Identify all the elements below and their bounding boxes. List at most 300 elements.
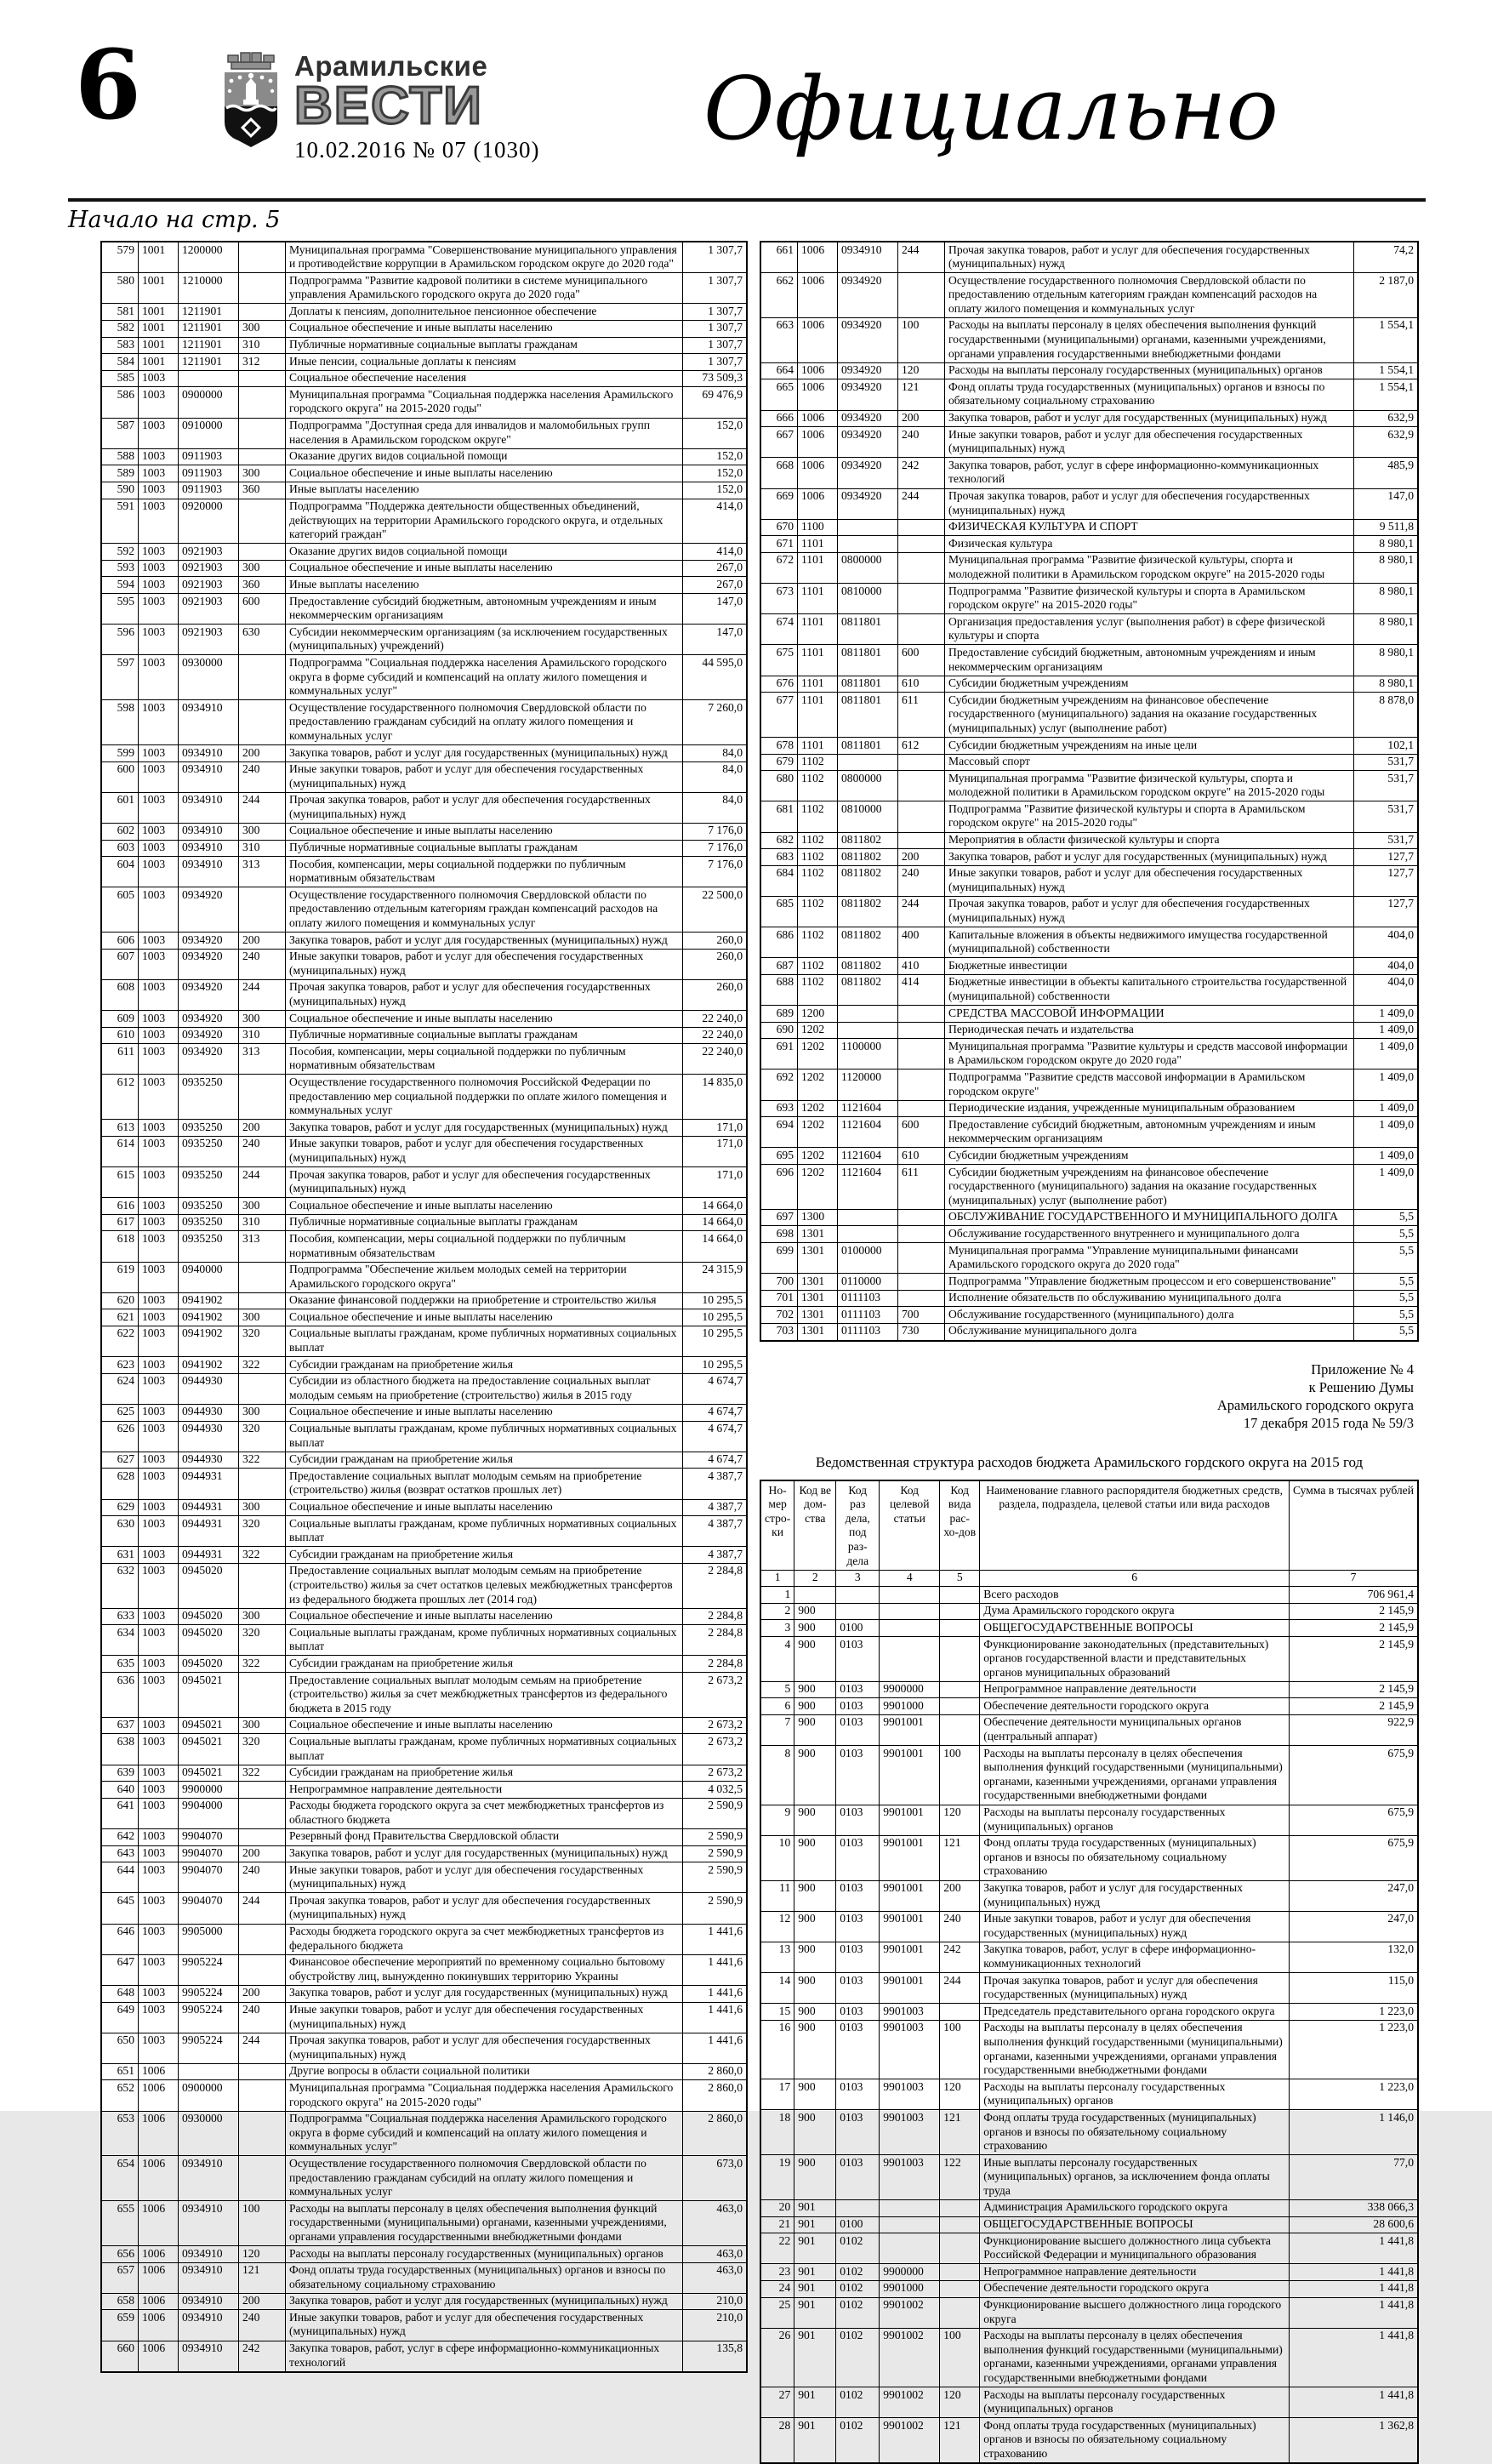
section-code-cell: 1102: [798, 974, 838, 1005]
target-article-code-cell: 0934920: [179, 1027, 239, 1044]
line-number-cell: 615: [101, 1167, 139, 1198]
table-row: [760, 2020, 1418, 2079]
line-number-cell: 682: [760, 832, 798, 849]
section-code-cell: 1003: [139, 1656, 179, 1673]
expense-type-code-cell: [239, 1924, 286, 1954]
section-code-cell: 1003: [139, 1262, 179, 1292]
target-article-code-cell: 1121604: [838, 1148, 898, 1165]
section-code-cell: 1202: [798, 1039, 838, 1069]
amount-cell: 8 980,1: [1354, 536, 1419, 553]
table-row: [760, 676, 1418, 693]
section-code-cell: 1301: [798, 1274, 838, 1291]
line-number-cell: 702: [760, 1307, 798, 1324]
section-code-cell: 1003: [139, 1798, 179, 1828]
amount-cell: 414,0: [683, 544, 748, 561]
amount-cell: 4 387,7: [683, 1499, 748, 1516]
name-cell: Социальные выплаты гражданам, кроме публичных нормативных социальных выплат: [286, 1625, 683, 1656]
expense-type-code-cell: 121: [940, 2110, 980, 2155]
name-cell: Подпрограмма "Социальная поддержка населения Арамильского городского округа в форме субсидий и компенсаций на оплату жилого помещения и коммунальных услуг": [286, 2111, 683, 2156]
line-number-cell: 14: [760, 1973, 794, 2004]
expense-type-code-cell: [898, 1226, 945, 1243]
target-article-code-cell: 9900000: [179, 1782, 239, 1799]
section-code-cell: 1003: [139, 482, 179, 499]
target-article-code-cell: 9904000: [179, 1798, 239, 1828]
amount-cell: 1 307,7: [683, 242, 748, 273]
amount-cell: 4 387,7: [683, 1516, 748, 1547]
amount-cell: 4 674,7: [683, 1452, 748, 1469]
expense-type-code-cell: [940, 1620, 980, 1637]
name-cell: Субсидии гражданам на приобретение жилья: [286, 1357, 683, 1374]
amount-cell: 2 673,2: [683, 1717, 748, 1734]
section-code-cell: 1200: [798, 1006, 838, 1023]
amount-cell: 4 674,7: [683, 1373, 748, 1404]
column-header: Наименование главного распорядителя бюджетных средств, раздела, подраздела, целевой статьи или вида расходов: [980, 1480, 1290, 1571]
table-row: [760, 1117, 1418, 1148]
section-code-cell: 1100: [798, 519, 838, 536]
section-code-cell: 1102: [798, 958, 838, 975]
table-row: [101, 625, 747, 655]
section-code-cell: 1101: [798, 676, 838, 693]
expense-type-code-cell: [898, 1006, 945, 1023]
section-code-cell: 0103: [836, 1973, 880, 2004]
section-code-cell: 1003: [139, 1167, 179, 1198]
expense-type-code-cell: 322: [239, 1357, 286, 1374]
expense-type-code-cell: 400: [898, 927, 945, 958]
section-code-cell: 1003: [139, 1893, 179, 1924]
table-row: [760, 1100, 1418, 1117]
amount-cell: 5,5: [1354, 1323, 1419, 1340]
target-article-code-cell: 9905000: [179, 1924, 239, 1954]
target-article-code-cell: 0934920: [179, 887, 239, 933]
target-article-code-cell: 0911903: [179, 482, 239, 499]
table-row: [101, 887, 747, 933]
section-code-cell: 1003: [139, 418, 179, 448]
name-cell: ОБСЛУЖИВАНИЕ ГОСУДАРСТВЕННОГО И МУНИЦИПАЛЬНОГО ДОЛГА: [945, 1209, 1354, 1226]
line-number-cell: 686: [760, 927, 798, 958]
target-article-code-cell: 0934910: [179, 761, 239, 792]
table-row: [760, 584, 1418, 614]
table-row: [101, 1765, 747, 1782]
vedomstv-table-title: Ведомственная структура расходов бюджета Арамильского гордского округа на 2015 год: [815, 1453, 1364, 1470]
name-cell: Публичные нормативные социальные выплаты гражданам: [286, 1214, 683, 1231]
name-cell: Пособия, компенсации, меры социальной поддержки по публичным нормативным обязательствам: [286, 1231, 683, 1262]
section-code-cell: 1003: [139, 840, 179, 857]
agency-code-cell: 901: [794, 2328, 836, 2387]
target-article-code-cell: 0900000: [179, 387, 239, 418]
agency-code-cell: 900: [794, 1942, 836, 1972]
target-article-code-cell: 1210000: [179, 273, 239, 304]
name-cell: Фонд оплаты труда государственных (муниципальных) органов и взносы по обязательному социальному страхованию: [945, 379, 1354, 410]
agency-code-cell: 901: [794, 2387, 836, 2418]
line-number-cell: 676: [760, 676, 798, 693]
section-code-cell: 1006: [139, 2262, 179, 2293]
section-code-cell: 1003: [139, 1120, 179, 1137]
line-number-cell: 632: [101, 1563, 139, 1608]
name-cell: Иные выплаты населению: [286, 482, 683, 499]
amount-cell: 10 295,5: [683, 1357, 748, 1374]
name-cell: Социальное обеспечение и иные выплаты населению: [286, 1198, 683, 1215]
table-row: [101, 544, 747, 561]
section-code-cell: 1003: [139, 1765, 179, 1782]
expense-type-code-cell: 322: [239, 1656, 286, 1673]
appendix-line: Арамильского городского округа: [1216, 1396, 1414, 1413]
line-number-cell: 5: [760, 1681, 794, 1698]
name-cell: Публичные нормативные социальные выплаты гражданам: [286, 1027, 683, 1044]
section-code-cell: 1101: [798, 552, 838, 583]
table-row: [760, 801, 1418, 832]
line-number-cell: 8: [760, 1746, 794, 1805]
column-number-cell: 6: [980, 1570, 1290, 1587]
name-cell: Субсидии бюджетным учреждениям на финансовое обеспечение государственного (муниципального) задания на оказание государственных (муниципальных) услуг (выполнение работ): [945, 693, 1354, 738]
expense-type-code-cell: 121: [898, 379, 945, 410]
table-row: [101, 1845, 747, 1862]
agency-code-cell: 901: [794, 2233, 836, 2264]
agency-code-cell: 900: [794, 1911, 836, 1942]
amount-cell: 152,0: [683, 418, 748, 448]
section-code-cell: 0102: [836, 2387, 880, 2418]
line-number-cell: 646: [101, 1924, 139, 1954]
section-code-cell: 1001: [139, 337, 179, 354]
line-number-cell: 650: [101, 2033, 139, 2063]
amount-cell: 22 240,0: [683, 1044, 748, 1075]
name-cell: Социальные выплаты гражданам, кроме публичных нормативных социальных выплат: [286, 1516, 683, 1547]
brand-name: Арамильские: [294, 50, 488, 82]
target-article-code-cell: 0941902: [179, 1292, 239, 1309]
name-cell: Муниципальная программа "Развитие физической культуры, спорта и молодежной политики в Арамильском городском округе" на 2015-2020 годы: [945, 552, 1354, 583]
name-cell: Обеспечение деятельности городского округа: [980, 2280, 1290, 2297]
name-cell: Расходы на выплаты персоналу государственных (муниципальных) органов: [945, 362, 1354, 379]
expense-type-code-cell: [239, 1469, 286, 1499]
table-row: [760, 2216, 1418, 2233]
table-row: [760, 488, 1418, 519]
table-row: [760, 379, 1418, 410]
section-code-cell: 1101: [798, 584, 838, 614]
name-cell: Прочая закупка товаров, работ и услуг для обеспечения государственных (муниципальных) нужд: [945, 242, 1354, 273]
line-number-cell: 596: [101, 625, 139, 655]
line-number-cell: 674: [760, 614, 798, 645]
line-number-cell: 614: [101, 1136, 139, 1166]
section-code-cell: 1003: [139, 465, 179, 482]
amount-cell: 260,0: [683, 979, 748, 1010]
table-row: [760, 2233, 1418, 2264]
expense-type-code-cell: 100: [940, 2328, 980, 2387]
table-row: [760, 273, 1418, 318]
name-cell: Социальное обеспечение и иные выплаты населению: [286, 1608, 683, 1625]
expense-type-code-cell: 300: [239, 1309, 286, 1326]
line-number-cell: 585: [101, 370, 139, 387]
section-code-cell: 0103: [836, 1911, 880, 1942]
line-number-cell: 583: [101, 337, 139, 354]
table-row: [101, 577, 747, 594]
name-cell: Муниципальная программа "Совершенствование муниципального управления и противодействие коррупции в Арамильском городском округе до 2020 года": [286, 242, 683, 273]
column-header: Код ве дом-ства: [794, 1480, 836, 1571]
section-code-cell: 1101: [798, 693, 838, 738]
expense-type-code-cell: 120: [940, 1805, 980, 1835]
name-cell: Социальное обеспечение и иные выплаты населению: [286, 1717, 683, 1734]
expense-type-code-cell: 240: [239, 2310, 286, 2341]
issue-date: 10.02.2016 № 07 (1030): [294, 137, 540, 163]
table-row: [101, 2310, 747, 2341]
line-number-cell: 655: [101, 2201, 139, 2246]
amount-cell: 8 980,1: [1354, 614, 1419, 645]
name-cell: Расходы на выплаты персоналу государственных (муниципальных) органов: [980, 2387, 1290, 2418]
section-code-cell: 1003: [139, 857, 179, 887]
section-code-cell: 0103: [836, 2155, 880, 2200]
table-row: [101, 1120, 747, 1137]
target-article-code-cell: 9901001: [880, 1714, 940, 1745]
table-row: [101, 387, 747, 418]
amount-cell: 1 409,0: [1354, 1039, 1419, 1069]
target-article-code-cell: 0934920: [179, 933, 239, 950]
section-code-cell: 1003: [139, 1075, 179, 1120]
expense-type-code-cell: 360: [239, 482, 286, 499]
target-article-code-cell: 9901001: [880, 1805, 940, 1835]
name-cell: Социальное обеспечение и иные выплаты населению: [286, 1404, 683, 1421]
target-article-code-cell: 0811801: [838, 676, 898, 693]
column-number-row: [760, 1570, 1418, 1587]
name-cell: Фонд оплаты труда государственных (муниципальных) органов и взносы по обязательному социальному страхованию: [980, 1835, 1290, 1880]
name-cell: Социальное обеспечение и иные выплаты населению: [286, 1309, 683, 1326]
amount-cell: 675,9: [1289, 1835, 1418, 1880]
expense-type-code-cell: [898, 832, 945, 849]
line-number-cell: 640: [101, 1782, 139, 1799]
name-cell: Социальные выплаты гражданам, кроме публичных нормативных социальных выплат: [286, 1734, 683, 1765]
section-code-cell: 0102: [836, 2233, 880, 2264]
table-row: [760, 1880, 1418, 1911]
expense-type-code-cell: [898, 1039, 945, 1069]
amount-cell: 152,0: [683, 482, 748, 499]
amount-cell: 115,0: [1289, 1973, 1418, 2004]
expense-type-code-cell: [239, 700, 286, 745]
line-number-cell: 665: [760, 379, 798, 410]
name-cell: Расходы на выплаты персоналу в целях обеспечения выполнения функций государственными (муниципальными) органами, казенными учреждениями, органами управления государственными внебюджетными фондами: [980, 2328, 1290, 2387]
amount-cell: 1 441,6: [683, 2002, 748, 2033]
line-number-cell: 26: [760, 2328, 794, 2387]
expense-type-code-cell: [239, 1782, 286, 1799]
expense-type-code-cell: [940, 2280, 980, 2297]
line-number-cell: 612: [101, 1075, 139, 1120]
table-row: [101, 1469, 747, 1499]
name-cell: Подпрограмма "Управление бюджетным процессом и его совершенствование": [945, 1274, 1354, 1291]
line-number-cell: 677: [760, 693, 798, 738]
name-cell: Закупка товаров, работ и услуг для государственных (муниципальных) нужд: [286, 933, 683, 950]
table-row: [101, 1828, 747, 1845]
table-row: [101, 1862, 747, 1893]
line-number-cell: 582: [101, 320, 139, 337]
amount-cell: 267,0: [683, 577, 748, 594]
table-header-row: [760, 1480, 1418, 1571]
expense-type-code-cell: [898, 536, 945, 553]
line-number-cell: 27: [760, 2387, 794, 2418]
table-row: [101, 1027, 747, 1044]
amount-cell: 2 590,9: [683, 1798, 748, 1828]
section-code-cell: 1301: [798, 1226, 838, 1243]
name-cell: Предоставление субсидий бюджетным, автономным учреждениям и иным некоммерческим организациям: [945, 645, 1354, 676]
name-cell: Подпрограмма "Социальная поддержка населения Арамильского городского округа в форме субсидий и компенсаций на оплату жилого помещения и коммунальных услуг": [286, 655, 683, 700]
target-article-code-cell: 9904070: [179, 1862, 239, 1893]
brand-text: [294, 52, 540, 163]
line-number-cell: 1: [760, 1587, 794, 1604]
amount-cell: 2 145,9: [1289, 1603, 1418, 1620]
target-article-code-cell: [838, 536, 898, 553]
line-number-cell: 680: [760, 771, 798, 801]
name-cell: Иные закупки товаров, работ и услуг для обеспечения государственных (муниципальных) нужд: [286, 2002, 683, 2033]
line-number-cell: 17: [760, 2079, 794, 2110]
section-code-cell: 1003: [139, 577, 179, 594]
section-code-cell: 1003: [139, 1357, 179, 1374]
expense-type-code-cell: [239, 2111, 286, 2156]
expense-type-code-cell: [898, 584, 945, 614]
target-article-code-cell: 0934910: [179, 2246, 239, 2263]
target-article-code-cell: 9901002: [880, 2387, 940, 2418]
section-code-cell: 1003: [139, 2033, 179, 2063]
name-cell: Расходы бюджета городского округа за счет межбюджетных трансфертов из федерального бюджета: [286, 1924, 683, 1954]
target-article-code-cell: 0940000: [179, 1262, 239, 1292]
table-row: [760, 458, 1418, 488]
section-code-cell: 1003: [139, 1404, 179, 1421]
section-code-cell: 1003: [139, 933, 179, 950]
section-code-cell: 1202: [798, 1022, 838, 1039]
target-article-code-cell: 9901001: [880, 1973, 940, 2004]
amount-cell: 171,0: [683, 1136, 748, 1166]
table-row: [760, 1587, 1418, 1604]
target-article-code-cell: 0934920: [838, 410, 898, 427]
table-row: [101, 1309, 747, 1326]
name-cell: Прочая закупка товаров, работ и услуг для обеспечения государственных (муниципальных) нужд: [980, 1973, 1290, 2004]
name-cell: Закупка товаров, работ и услуг для государственных (муниципальных) нужд: [286, 1985, 683, 2002]
name-cell: Иные закупки товаров, работ и услуг для обеспечения государственных (муниципальных) нужд: [286, 1862, 683, 1893]
table-row: [760, 1603, 1418, 1620]
amount-cell: 1 441,8: [1289, 2233, 1418, 2264]
expense-type-code-cell: 200: [239, 2293, 286, 2310]
line-number-cell: 623: [101, 1357, 139, 1374]
target-article-code-cell: 0945020: [179, 1563, 239, 1608]
line-number-cell: 644: [101, 1862, 139, 1893]
target-article-code-cell: 9901001: [880, 1746, 940, 1805]
section-code-cell: 1102: [798, 927, 838, 958]
section-code-cell: 1003: [139, 1421, 179, 1452]
table-row: [101, 792, 747, 823]
amount-cell: 2 145,9: [1289, 1637, 1418, 1682]
section-code-cell: 1006: [798, 273, 838, 318]
amount-cell: 152,0: [683, 448, 748, 465]
section-code-cell: 1003: [139, 1828, 179, 1845]
table-row: [760, 1973, 1418, 2004]
table-row: [760, 427, 1418, 458]
name-cell: Администрация Арамильского городского округа: [980, 2199, 1290, 2216]
table-row: [760, 1148, 1418, 1165]
expense-type-code-cell: 242: [239, 2341, 286, 2372]
table-row: [101, 1547, 747, 1564]
expense-type-code-cell: 320: [239, 1625, 286, 1656]
amount-cell: 404,0: [1354, 974, 1419, 1005]
name-cell: Фонд оплаты труда государственных (муниципальных) органов и взносы по обязательному социальному страхованию: [286, 2262, 683, 2293]
table-row: [760, 865, 1418, 896]
target-article-code-cell: 0930000: [179, 655, 239, 700]
expense-type-code-cell: 200: [239, 1845, 286, 1862]
name-cell: Обеспечение деятельности муниципальных органов (центральный аппарат): [980, 1714, 1290, 1745]
line-number-cell: 580: [101, 273, 139, 304]
expense-type-code-cell: [898, 519, 945, 536]
amount-cell: 2 673,2: [683, 1765, 748, 1782]
expense-type-code-cell: 244: [239, 1893, 286, 1924]
target-article-code-cell: 9904070: [179, 1845, 239, 1862]
line-number-cell: 657: [101, 2262, 139, 2293]
section-code-cell: [836, 2199, 880, 2216]
target-article-code-cell: 0934920: [838, 362, 898, 379]
table-row: [101, 1421, 747, 1452]
section-code-cell: 1003: [139, 560, 179, 577]
name-cell: Предоставление субсидий бюджетным, автономным учреждениям и иным некоммерческим организациям: [945, 1117, 1354, 1148]
amount-cell: 2 590,9: [683, 1862, 748, 1893]
line-number-cell: 616: [101, 1198, 139, 1215]
expense-type-code-cell: 200: [239, 745, 286, 762]
name-cell: Иные выплаты персоналу государственных (муниципальных) органов, за исключением фонда оплаты труда: [980, 2155, 1290, 2200]
target-article-code-cell: 0921903: [179, 625, 239, 655]
target-article-code-cell: 0941902: [179, 1309, 239, 1326]
target-article-code-cell: [838, 1022, 898, 1039]
agency-code-cell: 900: [794, 2155, 836, 2200]
name-cell: Непрограммное направление деятельности: [980, 2264, 1290, 2281]
name-cell: ОБЩЕГОСУДАРСТВЕННЫЕ ВОПРОСЫ: [980, 1620, 1290, 1637]
amount-cell: 8 980,1: [1354, 552, 1419, 583]
agency-code-cell: 900: [794, 2020, 836, 2079]
expense-type-code-cell: [898, 273, 945, 318]
name-cell: Иные закупки товаров, работ и услуг для обеспечения государственных (муниципальных) нужд: [945, 427, 1354, 458]
section-code-cell: 1003: [139, 1292, 179, 1309]
expense-type-code-cell: [898, 552, 945, 583]
continuation-note: Начало на стр. 5: [68, 207, 281, 233]
amount-cell: 675,9: [1289, 1805, 1418, 1835]
section-code-cell: 1006: [139, 2310, 179, 2341]
line-number-cell: 642: [101, 1828, 139, 1845]
section-code-cell: 1101: [798, 614, 838, 645]
name-cell: Прочая закупка товаров, работ и услуг для обеспечения государственных (муниципальных) нужд: [945, 896, 1354, 927]
table-row: [101, 1893, 747, 1924]
target-article-code-cell: 0945021: [179, 1765, 239, 1782]
line-number-cell: 675: [760, 645, 798, 676]
line-number-cell: 619: [101, 1262, 139, 1292]
line-number-cell: 18: [760, 2110, 794, 2155]
amount-cell: 1 441,6: [683, 1924, 748, 1954]
section-code-cell: 1006: [139, 2246, 179, 2263]
line-number-cell: 609: [101, 1011, 139, 1028]
table-row: [101, 242, 747, 273]
section-code-cell: 1003: [139, 1516, 179, 1547]
section-code-cell: 1003: [139, 1954, 179, 1985]
amount-cell: 74,2: [1354, 242, 1419, 273]
section-code-cell: 1006: [139, 2341, 179, 2372]
name-cell: Социальное обеспечение и иные выплаты населению: [286, 560, 683, 577]
agency-code-cell: 900: [794, 1714, 836, 1745]
target-article-code-cell: 9901003: [880, 2155, 940, 2200]
target-article-code-cell: 0941902: [179, 1326, 239, 1356]
amount-cell: 1 307,7: [683, 354, 748, 371]
line-number-cell: 645: [101, 1893, 139, 1924]
target-article-code-cell: 0934920: [838, 458, 898, 488]
amount-cell: 7 176,0: [683, 823, 748, 840]
line-number-cell: 638: [101, 1734, 139, 1765]
table-row: [101, 840, 747, 857]
name-cell: Обслуживание муниципального долга: [945, 1323, 1354, 1340]
name-cell: Всего расходов: [980, 1587, 1290, 1604]
target-article-code-cell: 0811801: [838, 738, 898, 755]
name-cell: Предоставление социальных выплат молодым семьям на приобретение (строительство) жилья за счет межбюджетных трансфертов из федерального бюджета в 2015 году: [286, 1673, 683, 1718]
target-article-code-cell: 0110000: [838, 1274, 898, 1291]
section-code-cell: 0103: [836, 2020, 880, 2079]
amount-cell: 1 223,0: [1289, 2079, 1418, 2110]
table-row: [760, 1805, 1418, 1835]
